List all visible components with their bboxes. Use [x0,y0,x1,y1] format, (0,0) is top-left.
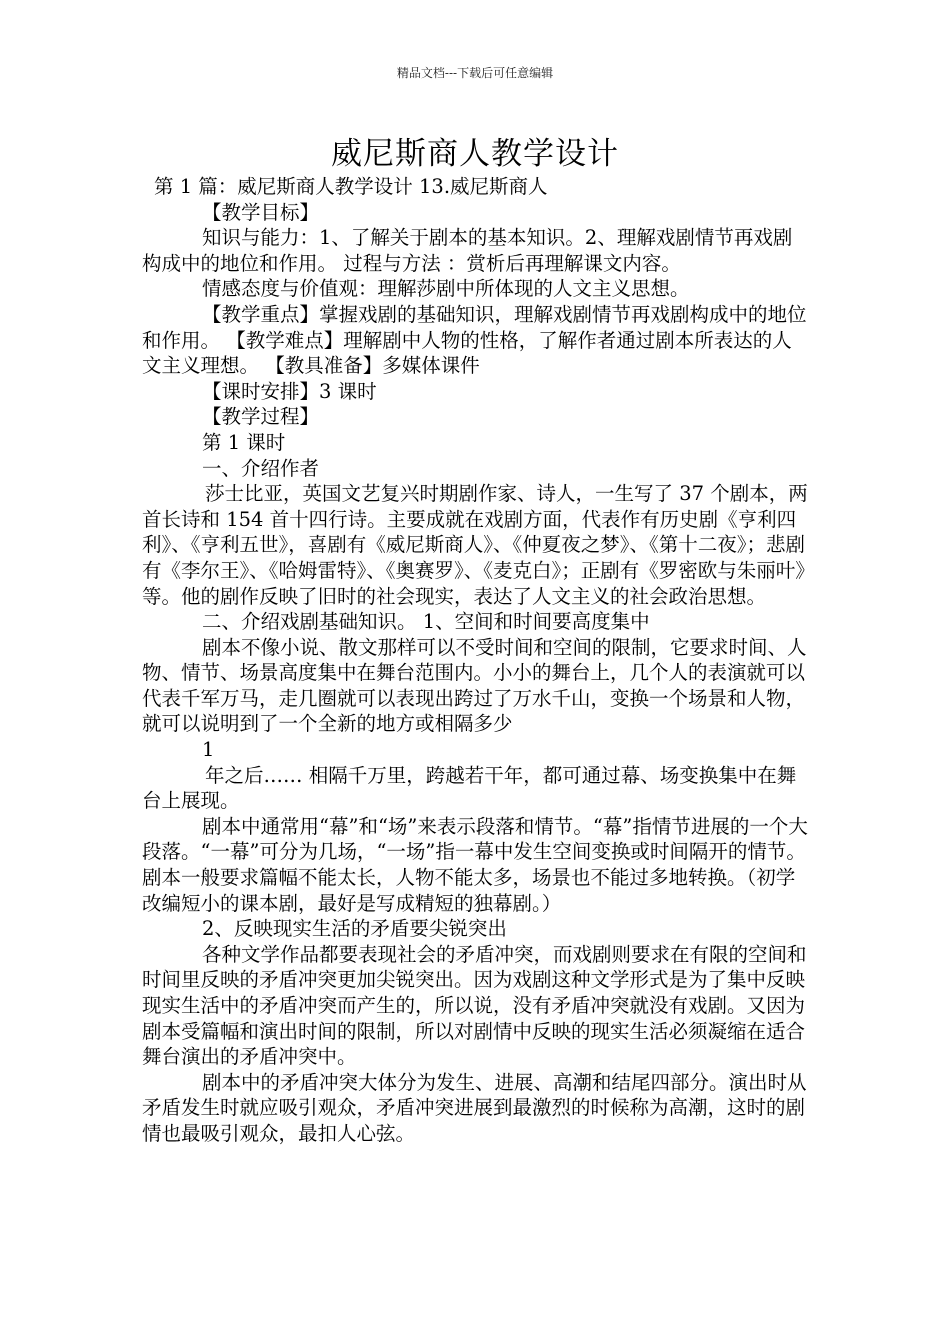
page-number: 1 [202,738,215,762]
paragraph-lesson-1: 第 1 课时 [202,430,286,454]
paragraph-process-heading: 【教学过程】 [202,405,320,429]
paragraph-knowledge-ability: 知识与能力：1、了解关于剧本的基本知识。2、理解戏剧情节再戏剧构成中的地位和作用。 过程与方法 ：赏析后再理解课文内容。 [142,226,793,275]
paragraph-teaching-goals-heading: 【教学目标】 [202,200,320,224]
paragraph-years-later: 年之后…… 相隔千万里，跨越若干年，都可通过幕、场变换集中在舞台上展现。 [142,763,797,813]
paragraph-acts-scenes: 剧本中通常用“幕”和“场”来表示段落和情节。“幕”指情节进展的一个大段落。“一幕”可分为几场，“一场”指一幕中发生空间变换或时间隔开的情节。剧本一般要求篇幅不能太长，人物不能太多，场景也不能过多地转换。（初学改编短小的课本剧，最好是写成精短的独幕剧。） [142,814,808,915]
subheading: 第 1 篇：威尼斯商人教学设计 13.威尼斯商人 [154,175,548,198]
paragraph-emotion-values: 情感态度与价值观：理解莎剧中所体现的人文主义思想。 [202,277,690,301]
paragraph-conflict: 各种文学作品都要表现社会的矛盾冲突，而戏剧则要求在有限的空间和时间里反映的矛盾冲突更加尖锐突出。因为戏剧这种文学形式是为了集中反映现实生活中的矛盾冲突而产生的，所以说，没有矛盾冲突就没有戏剧。又因为剧本受篇幅和演出时间的限制，所以对剧情中反映的现实生活必须凝缩在适合舞台演出的矛盾冲突中。 [142,942,807,1069]
paragraph-author-heading: 一、介绍作者 [202,456,320,480]
page-header: 精品文档---下载后可任意编辑 [396,66,554,80]
document-body [142,174,808,1147]
paragraph-key-points: 【教学重点】掌握戏剧的基础知识，理解戏剧情节再戏剧构成中的地位和作用。 【教学难点】理解剧中人物的性格，了解作者通过剧本所表达的人文主义理想。 【教具准备】多媒体课件 [142,302,807,378]
paragraph-drama-basics-heading: 二、介绍戏剧基础知识。 1、空间和时间要高度集中 [202,610,650,634]
paragraph-shakespeare: 莎士比亚，英国文艺复兴时期剧作家、诗人，一生写了 37 个剧本，两首长诗和 154 首十四行诗。主要成就在戏剧方面，代表作有历史剧《亨利四利》、《亨利五世》，喜剧有《威尼斯商人》、《仲夏夜之梦》、《第十二夜》；悲剧有《李尔王》、《哈姆雷特》、《奥赛罗》、《麦克白》；正剧有《罗密欧与朱丽叶》等。他的剧作反映了旧时的社会现实，表达了人文主义的社会政治思想。 [142,482,808,608]
document-title: 威尼斯商人教学设计 [331,136,619,172]
paragraph-schedule: 【课时安排】3 课时 [202,379,377,403]
paragraph-space-time: 剧本不像小说、散文那样可以不受时间和空间的限制，它要求时间、人物、情节、场景高度集中在舞台范围内。小小的舞台上，几个人的表演就可以代表千军万马，走几圈就可以表现出跨过了万水千山，变换一个场景和人物，就可以说明到了一个全新的地方或相隔多少 [142,635,807,736]
paragraph-conflict-heading: 2、反映现实生活的矛盾要尖锐突出 [202,917,507,941]
paragraph-conflict-parts: 剧本中的矛盾冲突大体分为发生、进展、高潮和结尾四部分。演出时从矛盾发生时就应吸引观众，矛盾冲突进展到最激烈的时候称为高潮，这时的剧情也最吸引观众，最扣人心弦。 [142,1070,807,1145]
